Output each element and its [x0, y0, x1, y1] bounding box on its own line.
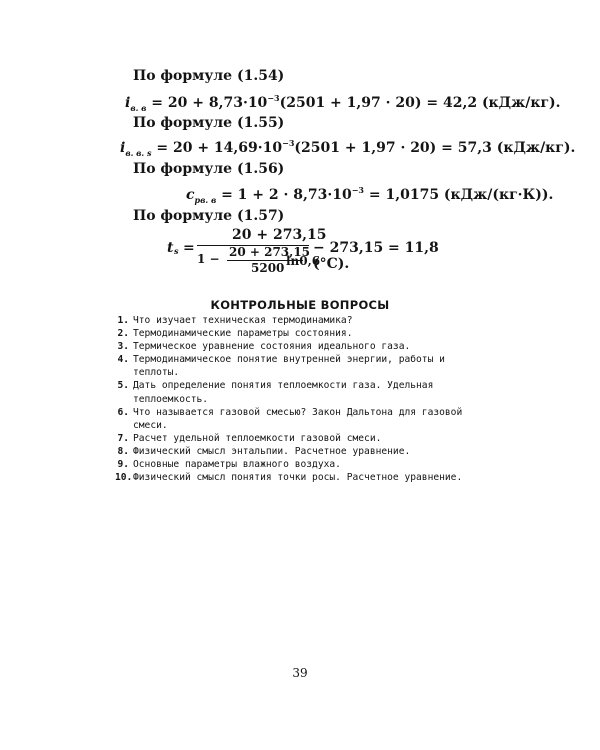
question-item [115, 327, 485, 340]
question-text: Дать определение понятия теплоемкости газа. Удельная теплоемкость. [133, 380, 434, 405]
eq1-sub: в. в [130, 103, 147, 113]
question-item [115, 458, 485, 471]
eq2-rhs: (2501 + 1,97 · 20) = 57,3 (кДж/кг). [294, 140, 576, 156]
question-text: Термодинамическое понятие внутренней энергии, работы и теплоты. [133, 354, 445, 379]
question-text: Физический смысл энтальпии. Расчетное уравнение. [133, 445, 411, 457]
question-text: Физический смысл понятия точки росы. Расчетное уравнение. [133, 472, 463, 484]
questions-title: КОНТРОЛЬНЫЕ ВОПРОСЫ [210, 298, 390, 312]
equation-3 [186, 185, 553, 205]
eq1-rhs: (2501 + 1,97 · 20) = 42,2 (кДж/кг). [279, 95, 561, 111]
question-text: Термическое уравнение состояния идеального газа. [133, 341, 411, 353]
eq3-lhs: c [186, 187, 195, 203]
eq3-rhs: = 1,0175 (кДж/(кг·К)). [364, 187, 554, 203]
eq3-sub: рв. в [194, 195, 217, 205]
equation-1 [125, 93, 561, 113]
eq4-inner-numerator: 20 + 273,15 [229, 245, 311, 259]
question-text: Что изучает техническая термодинамика? [133, 315, 353, 326]
eq4-den-prefix: 1 − [197, 252, 220, 266]
question-text: Термодинамические параметры состояния. [133, 328, 353, 340]
question-item [115, 406, 485, 432]
question-item [115, 340, 485, 353]
eq4-numerator: 20 + 273,15 [232, 227, 327, 243]
question-number: 8. [117, 445, 129, 457]
question-item [115, 353, 485, 379]
equation-4 [167, 226, 467, 282]
eq2-mid: = 20 + 14,69·10 [151, 140, 283, 156]
formula-label-1: По формуле (1.54) [133, 68, 285, 84]
eq3-mid: = 1 + 2 · 8,73·10 [216, 187, 352, 203]
question-item [115, 432, 485, 445]
question-number: 5. [117, 380, 129, 392]
question-item [115, 379, 485, 405]
question-item [115, 445, 485, 458]
question-number: 1. [117, 315, 129, 326]
formula-label-2: По формуле (1.55) [133, 115, 285, 131]
question-number: 2. [117, 328, 129, 340]
question-item [115, 471, 485, 484]
eq4-rhs: − 273,15 = 11,8 (°С). [313, 240, 439, 272]
eq2-sub: в. в. s [125, 148, 152, 158]
formula-label-3: По формуле (1.56) [133, 161, 285, 177]
eq1-mid: = 20 + 8,73·10 [146, 95, 268, 111]
eq4-lhs: t [167, 240, 174, 256]
eq4-sub: s [174, 246, 179, 256]
equation-2 [120, 138, 575, 158]
question-number: 10. [115, 472, 133, 484]
eq1-exp: −3 [267, 93, 280, 103]
eq3-exp: −3 [351, 185, 364, 195]
page-number: 39 [292, 666, 308, 680]
eq4-equals: = [183, 240, 195, 256]
question-number: 7. [117, 432, 129, 444]
eq1-lhs: i [125, 95, 131, 111]
question-text: Основные параметры влажного воздуха. [133, 459, 341, 471]
eq4-inner-denominator: 5200 [251, 261, 285, 275]
questions-list [115, 314, 485, 484]
question-number: 6. [117, 406, 129, 418]
eq4-ln: ln0,6 [286, 254, 321, 268]
question-item [115, 314, 485, 327]
question-number: 4. [117, 354, 129, 366]
formula-label-4: По формуле (1.57) [133, 208, 285, 224]
eq2-lhs: i [120, 140, 126, 156]
question-number: 3. [117, 341, 129, 353]
eq2-exp: −3 [282, 138, 295, 148]
question-text: Расчет удельной теплоемкости газовой смеси. [133, 432, 382, 444]
question-text: Что называется газовой смесью? Закон Дальтона для газовой смеси. [133, 406, 463, 431]
question-number: 9. [117, 459, 129, 471]
